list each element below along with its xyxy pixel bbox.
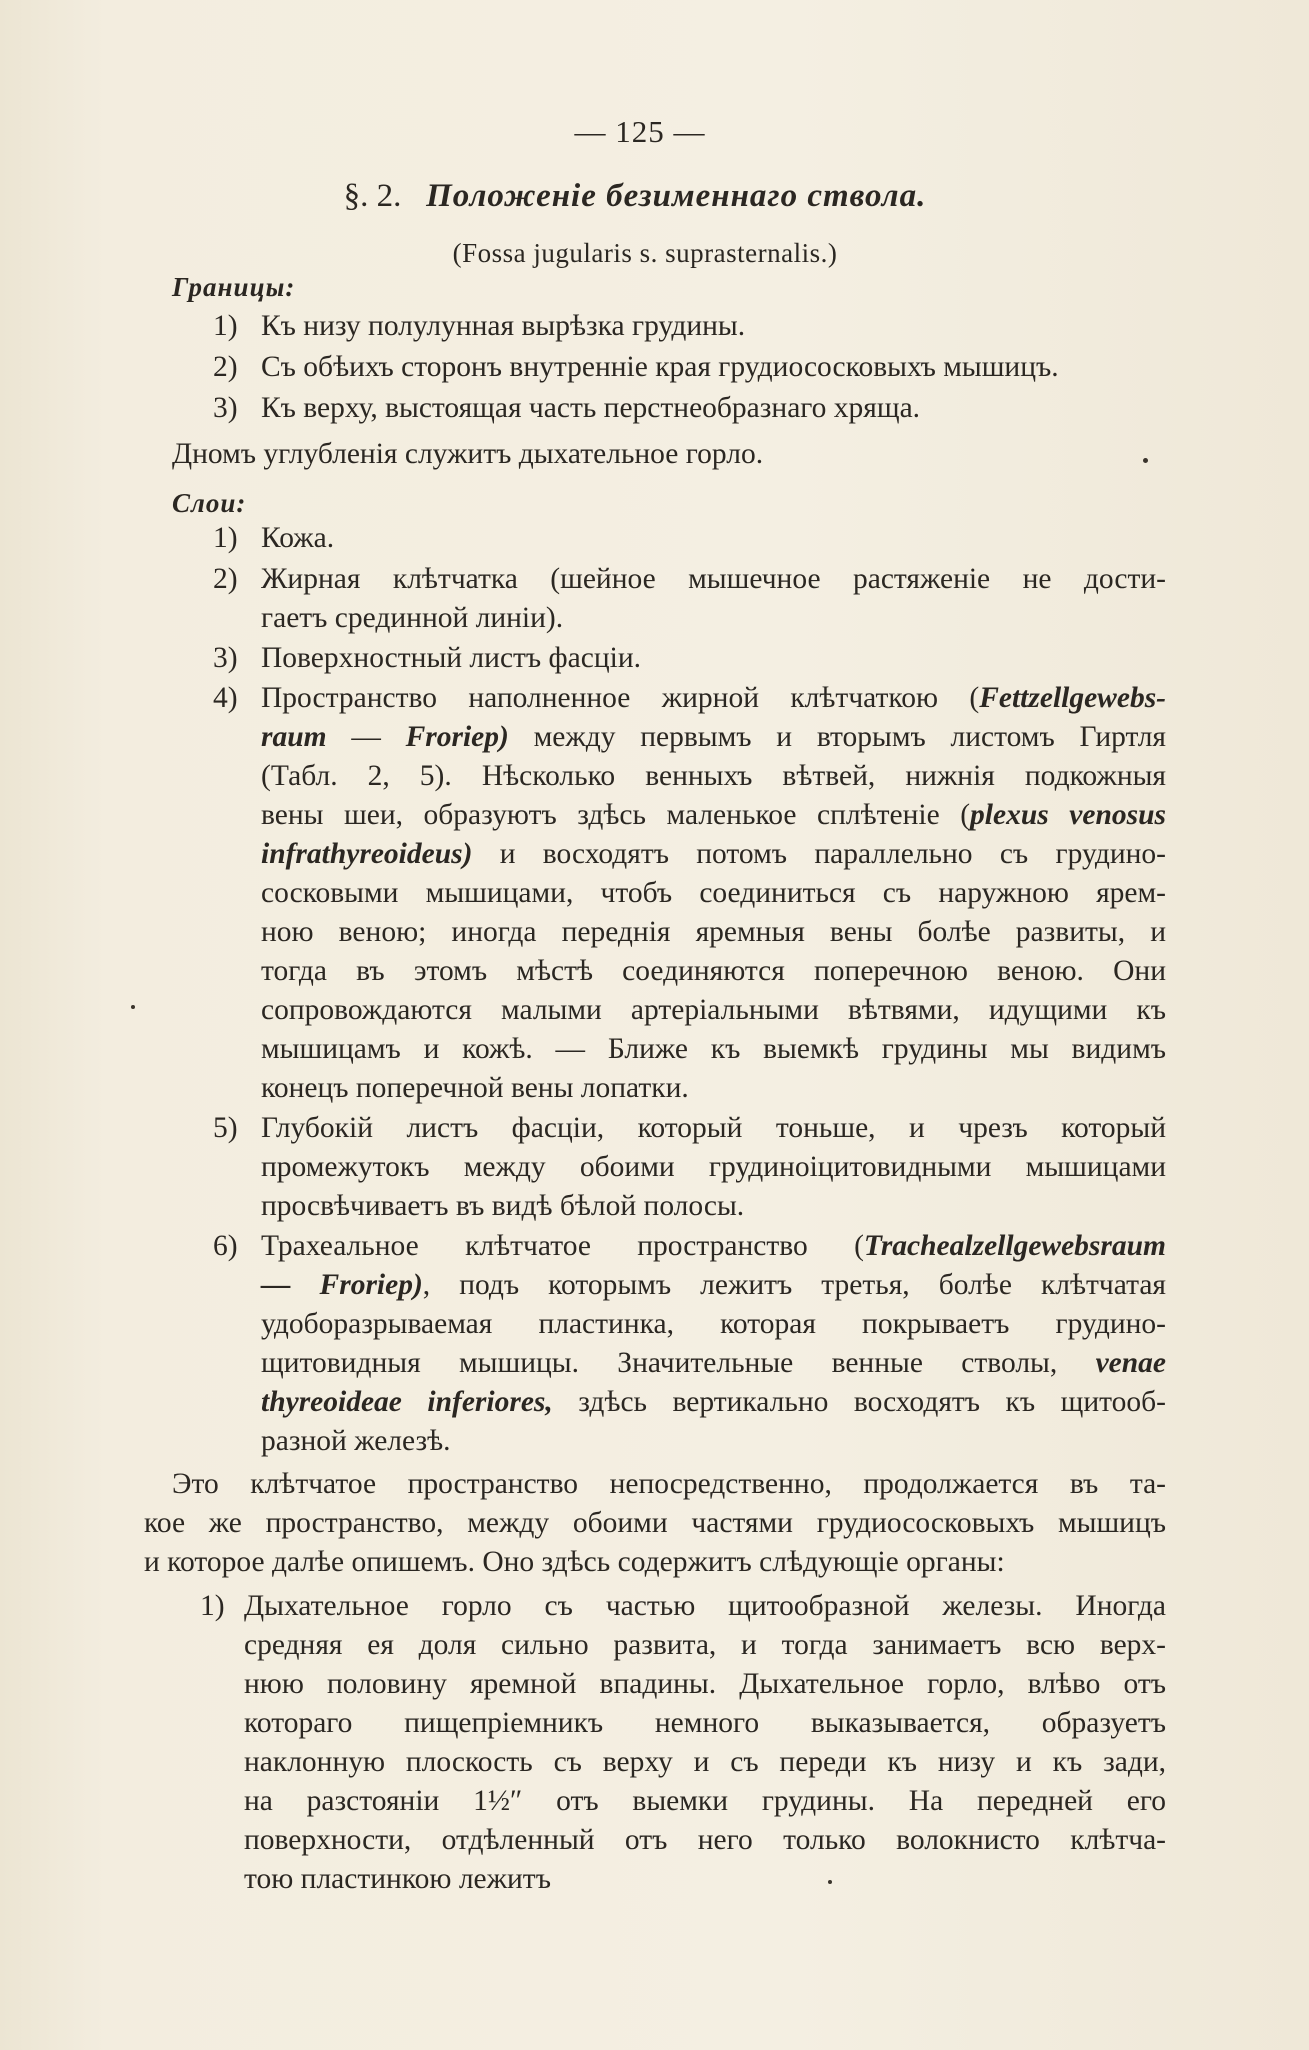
page-number: — 125 — [574,114,706,149]
organ-text-cont: котораго пищепріемникъ немного выказывается, образуетъ [244,1707,1166,1739]
organ-item-1 [200,1592,1166,1622]
layer-text-cont [261,1349,1166,1379]
layer-item-6 [213,1232,1166,1262]
layer-latin-term: Froriep) [405,721,509,753]
layer-latin-term: raum [261,721,327,753]
paragraph-line: Это клѣтчатое пространство непосредственно, продолжается въ та- [172,1468,1166,1500]
organ-text-cont: средняя ея доля сильно развита, и тогда занимаетъ всю верх- [244,1629,1166,1661]
layer-text: здѣсь вертикально восходятъ къ щитооб- [552,1386,1166,1418]
border-item-number: 2) [213,351,238,383]
layer-text-cont: мышицамъ и кожѣ. — Ближе къ выемкѣ грудины мы видимъ [261,1033,1166,1065]
layer-text-cont: сосковыми мышицами, чтобъ соединиться съ наружною ярем- [261,877,1166,909]
section-number: §. 2. [343,178,402,214]
layer-number: 2) [213,563,238,595]
layer-text-cont: промежутокъ между обоими грудиноіцитовидными мышицами [261,1151,1166,1183]
layer-latin-term: plexus venosus [970,799,1166,831]
organ-text-cont: поверхности, отдѣленный отъ него только волокнисто клѣтча- [244,1824,1166,1856]
ink-speck [131,1005,135,1009]
layer-text: щитовидныя мышицы. Значительные венные стволы, [261,1347,1096,1379]
layer-text: и восходятъ потомъ параллельно съ грудино- [472,838,1166,870]
layer-number: 5) [213,1112,238,1144]
layer-text-cont: разной железѣ. [261,1425,451,1457]
layer-number: 1) [213,522,238,554]
paragraph-line: и которое далѣе опишемъ. Оно здѣсь содержитъ слѣдующіе органы: [144,1546,1005,1578]
layer-text: вены шеи, образуютъ здѣсь маленькое сплѣтеніе ( [261,799,971,831]
layer-text: Глубокій листъ фасціи, который тоньше, и чрезъ который [261,1112,1166,1144]
section-heading [0,178,1270,215]
layer-text-cont [261,1271,1166,1301]
layer-text-cont: просвѣчиваетъ въ видѣ бѣлой полосы. [261,1190,745,1222]
layer-latin-term: thyreoideae inferiores, [261,1386,553,1418]
organ-text-cont: нюю половину яремной впадины. Дыхательное горло, влѣво отъ [244,1668,1166,1700]
border-item-number: 1) [213,310,238,342]
layer-text: Кожа. [261,522,335,554]
organ-text-cont: наклонную плоскость съ верху и съ переди къ низу и къ зади, [244,1746,1166,1778]
layer-text: Поверхностный листъ фасціи. [261,642,641,674]
layer-text-cont: удоборазрываемая пластинка, которая покрываетъ грудино- [261,1308,1166,1340]
layer-text-cont: конецъ поперечной вены лопатки. [261,1072,689,1104]
layer-text-cont: сопровождаются малыми артеріальными вѣтвями, идущими къ [261,994,1166,1026]
paragraph-line: кое же пространство, между обоими частями грудиососковыхъ мышицъ [144,1507,1166,1539]
bottom-line: Дномъ углубленія служитъ дыхательное горло. [172,438,764,470]
layer-item-3 [213,644,641,674]
layer-text: между первымъ и вторымъ листомъ Гиртля [508,721,1166,753]
layer-latin-term: infrathyreoideus) [261,838,473,870]
organ-text: Дыхательное горло съ частью щитообразной железы. Иногда [244,1590,1166,1622]
layer-text: Жирная клѣтчатка (шейное мышечное растяженіе не дости- [261,563,1166,595]
layer-text-cont [261,840,1166,870]
layer-latin-term: — Froriep) [261,1269,423,1301]
layer-latin-term: Trachealzellgewebsraum [863,1230,1166,1262]
layer-item-4 [213,684,1166,714]
section-title: Положеніе безименнаго ствола. [426,178,927,214]
layer-text-cont: тогда въ этомъ мѣстѣ соединяются поперечною веною. Они [261,955,1166,987]
border-item-text: Къ низу полулунная вырѣзка грудины. [261,310,746,342]
border-item-number: 3) [213,392,238,424]
border-item-3 [213,394,920,424]
border-item-text: Съ обѣихъ сторонъ внутренніе края грудиососковыхъ мышицъ. [261,351,1059,383]
layer-number: 4) [213,682,238,714]
section-subheading: (Fossa jugularis s. suprasternalis.) [452,238,838,268]
border-item-2 [213,353,1059,383]
layer-text-cont [261,1388,1166,1418]
layer-text: Пространство наполненное жирной клѣтчаткою ( [261,682,980,714]
layer-text: Трахеальное клѣтчатое пространство ( [261,1230,864,1262]
borders-label: Границы: [172,272,296,302]
layer-text-cont [261,723,1166,753]
organ-text-cont: на разстояніи 1½″ отъ выемки грудины. На передней его [244,1785,1166,1817]
border-item-1 [213,312,745,342]
layers-label: Слои: [172,488,247,518]
layer-item-2 [213,565,1166,595]
layer-text: , подъ которымъ лежитъ третья, болѣе клѣтчатая [422,1269,1166,1301]
border-item-text: Къ верху, выстоящая часть перстнеобразнаго хряща. [261,392,921,424]
organ-number: 1) [200,1590,225,1622]
layer-latin-term: Fettzellgewebs- [979,682,1166,714]
layer-latin-term: venae [1095,1347,1166,1379]
layer-number: 6) [213,1230,238,1262]
layer-text: — [326,721,406,753]
ink-speck [1143,458,1148,463]
layer-text-cont: ною веною; иногда переднія яремныя вены болѣе развиты, и [261,916,1166,948]
organ-text-cont: тою пластинкою лежитъ [244,1863,551,1895]
ink-speck [828,1880,832,1884]
layer-item-1 [213,524,334,554]
layer-item-5 [213,1114,1166,1144]
layer-text-cont: гаетъ срединной линіи). [261,602,564,634]
layer-text-cont: (Табл. 2, 5). Нѣсколько венныхъ вѣтвей, нижнія подкожныя [261,760,1166,792]
layer-text-cont [261,801,1166,831]
layer-number: 3) [213,642,238,674]
